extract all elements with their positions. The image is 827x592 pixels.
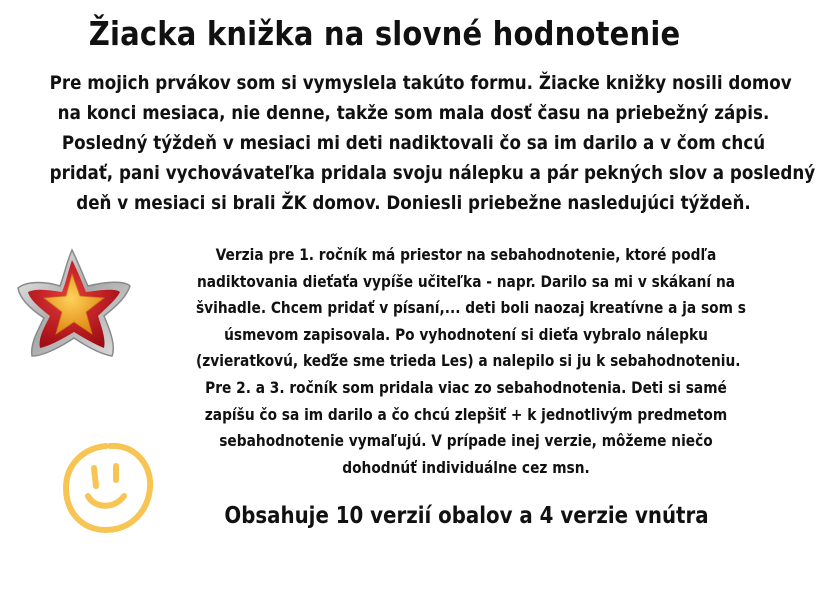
description-line: Verzia pre 1. ročník má priestor na sebahodnotenie, ktoré podľa xyxy=(215,245,717,264)
description-paragraph xyxy=(152,242,780,481)
intro-line: Pre mojich prvákov som si vymyslela takúto formu. Žiacke knižky nosili domov xyxy=(49,72,792,94)
description-line: Pre 2. a 3. ročník som pridala viac zo sebahodnotenia. Deti si samé xyxy=(205,377,727,397)
description-line: zapíšu čo sa im darilo a čo chcú zlepšiť + k jednotlivým predmetom xyxy=(204,404,728,424)
contents-note xyxy=(152,503,780,529)
intro-line: pridať, pani vychovávateľka pridala svoju nálepku a pár pekných slov a posledný xyxy=(49,162,816,184)
smiley-face-icon xyxy=(60,440,156,536)
description-line: úsmevom zapisovala. Po vyhodnotení si dieťa vybralo nálepku xyxy=(224,324,708,344)
intro-line: deň v mesiaci si brali ŽK domov. Doniesli priebežne nasledujúci týždeň. xyxy=(76,192,751,214)
description-line: (zvieratkovú, keďže sme trieda Les) a nalepilo si ju k sebahodnoteniu. xyxy=(195,351,741,371)
page-title: Žiacka knižka na slovné hodnotenie xyxy=(88,14,681,53)
intro-line: na konci mesiaca, nie denne, takže som mala dosť času na priebežný zápis. xyxy=(57,102,770,124)
star-sticker-icon xyxy=(14,246,134,362)
contents-note-text: Obsahuje 10 verzií obalov a 4 verzie vnútra xyxy=(223,503,709,529)
intro-paragraph xyxy=(0,68,827,218)
intro-line: Posledný týždeň v mesiaci mi deti nadiktovali čo sa im darilo a v čom chcú xyxy=(61,132,766,154)
description-line: nadiktovania dieťaťa vypíše učiteľka - napr. Darilo sa mi v skákaní na xyxy=(196,271,736,291)
description-line: sebahodnotenie vymaľujú. V prípade inej verzie, môžeme niečo xyxy=(219,431,713,451)
description-line: švihadle. Chcem pridať v písaní,... deti boli naozaj kreatívne a ja som s xyxy=(195,298,746,318)
description-line: dohodnúť individuálne cez msn. xyxy=(342,457,590,477)
